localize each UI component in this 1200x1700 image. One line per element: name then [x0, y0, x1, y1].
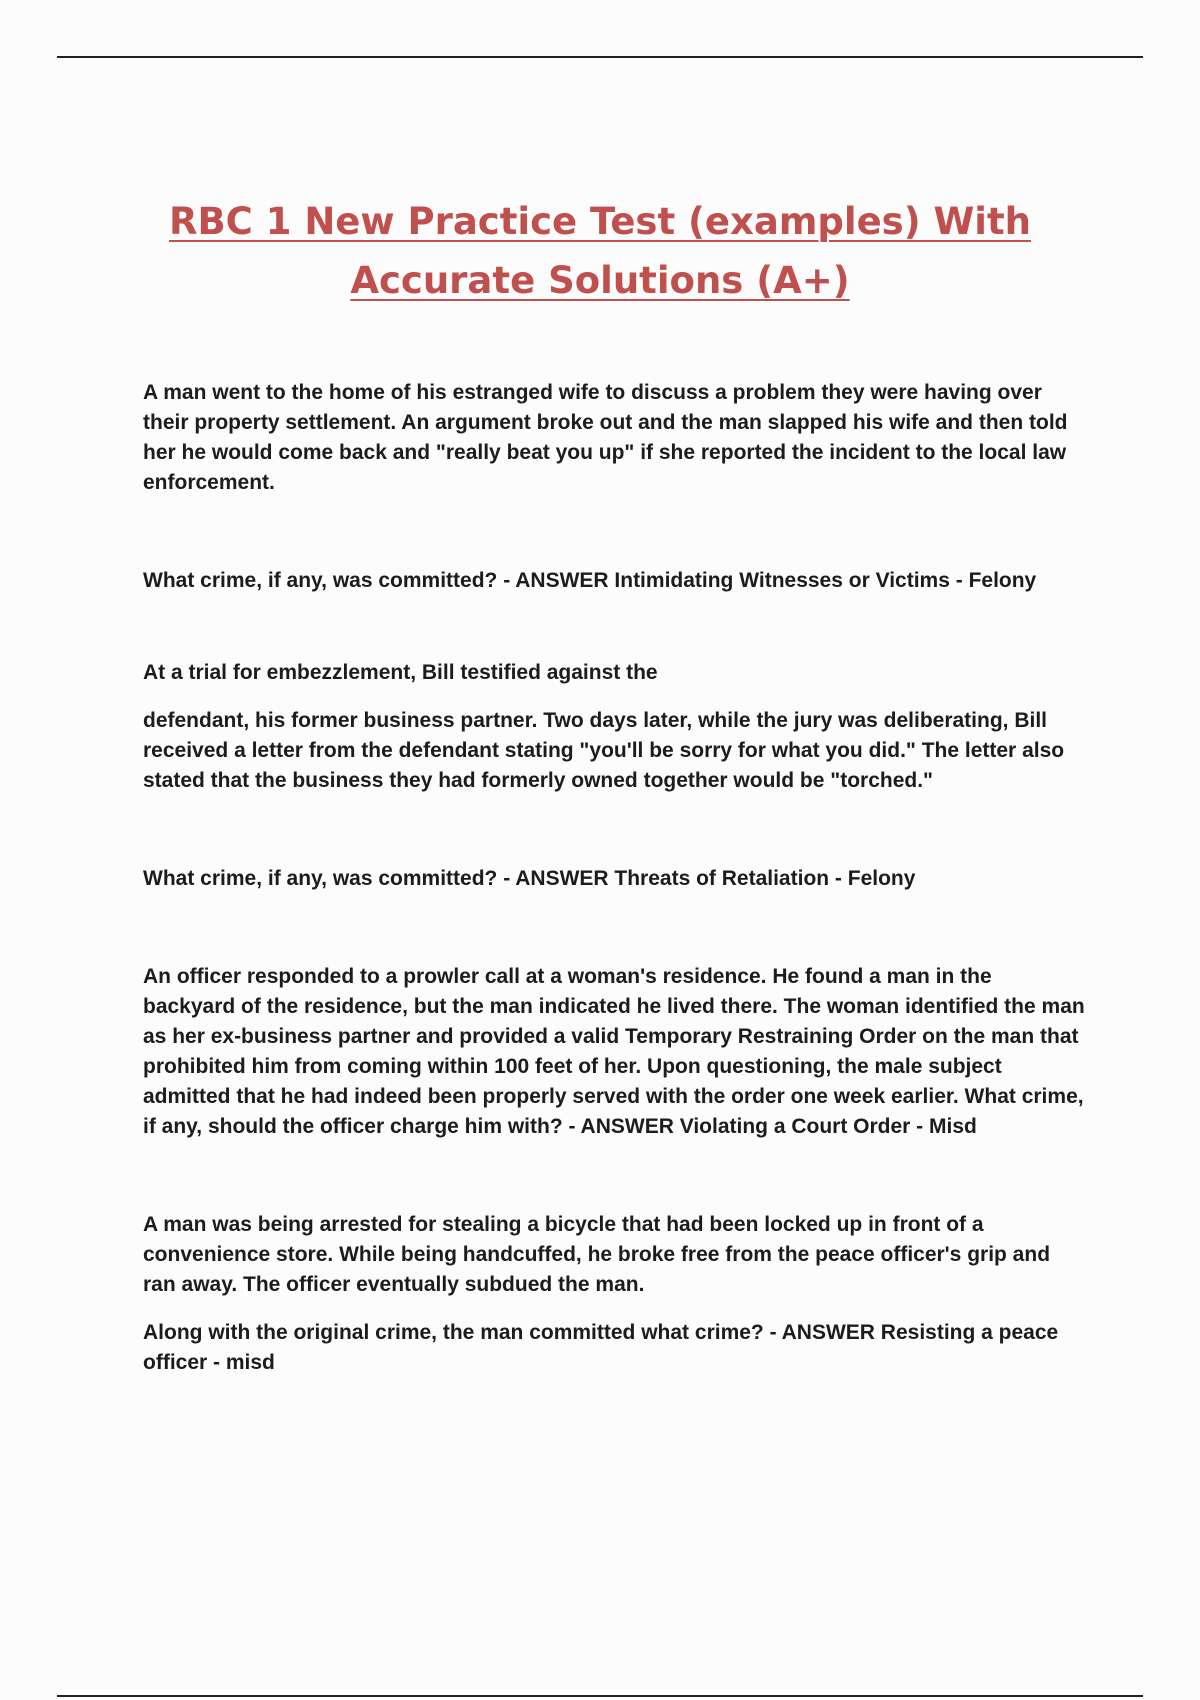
document-body — [143, 378, 1088, 1378]
question-2-answer: What crime, if any, was committed? - ANSWER Threats of Retaliation - Felony — [143, 867, 916, 890]
header-rule — [57, 56, 1143, 58]
question-2-scenario: defendant, his former business partner. Two days later, while the jury was deliberating, Bill received a letter from the defendant stating "you'll be sorry for what you did." The letter also stated that the business they had formerly owned together would be "torched." — [143, 709, 1065, 792]
title-line-1: RBC 1 New Practice Test (examples) With — [168, 200, 1032, 243]
question-1-answer: What crime, if any, was committed? - ANSWER Intimidating Witnesses or Victims - Felony — [143, 569, 1037, 592]
title-line-2: Accurate Solutions (A+) — [350, 259, 850, 302]
footer-rule — [57, 1695, 1143, 1697]
document-title — [140, 192, 1060, 310]
question-3-scenario-answer: An officer responded to a prowler call at a woman's residence. He found a man in the backyard of the residence, but the man indicated he lived there. The woman identified the man as her ex-business partner and provided a valid Temporary Restraining Order on the man that prohibited him from coming within 100 feet of her. Upon questioning, the male subject admitted that he had indeed been properly served with the order one week earlier. What crime, if any, should the officer charge him with? - ANSWER Violating a Court Order - Misd — [143, 965, 1085, 1138]
question-4-answer: Along with the original crime, the man committed what crime? - ANSWER Resisting a peace officer - misd — [143, 1321, 1059, 1374]
question-4-scenario: A man was being arrested for stealing a bicycle that had been locked up in front of a convenience store. While being handcuffed, he broke free from the peace officer's grip and ran away. The officer eventually subdued the man. — [143, 1213, 1051, 1296]
question-2-scenario-start: At a trial for embezzlement, Bill testified against the — [143, 661, 658, 684]
question-1-scenario: A man went to the home of his estranged wife to discuss a problem they were having over their property settlement. An argument broke out and the man slapped his wife and then told her he would come back and "really beat you up" if she reported the incident to the local law enforcement. — [143, 381, 1068, 494]
